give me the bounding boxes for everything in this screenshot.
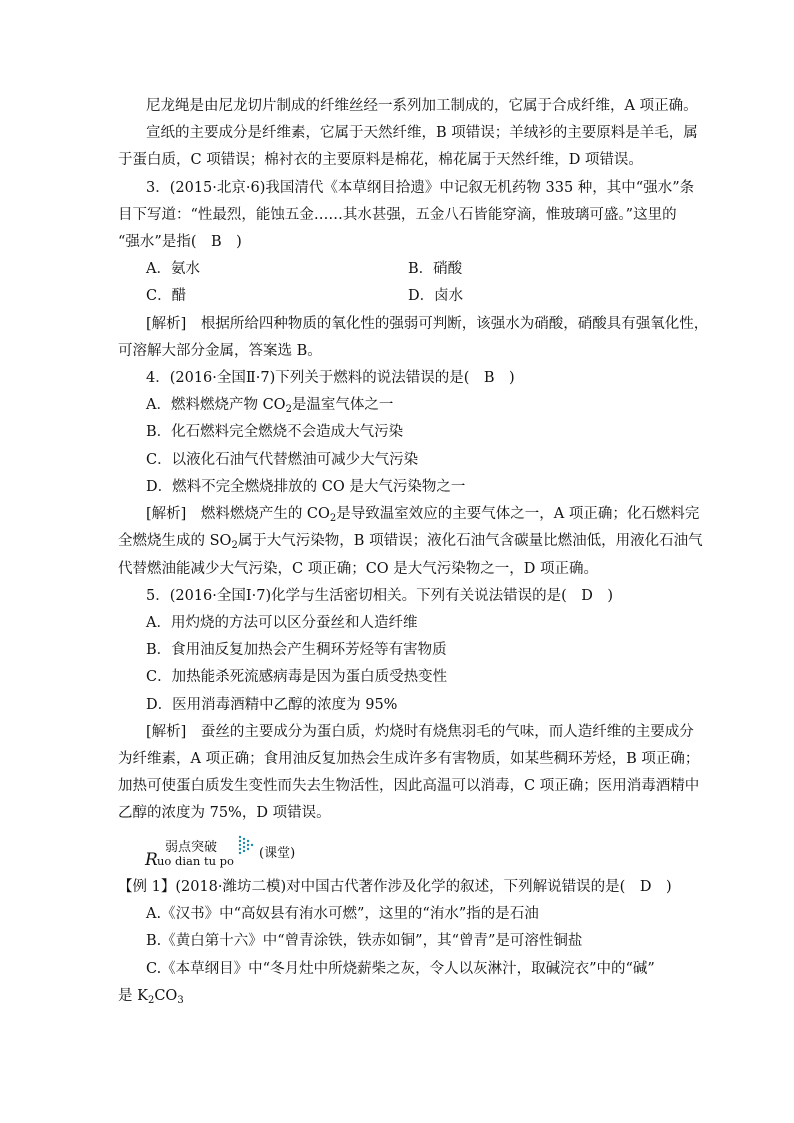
q4-explanation-line-1 — [146, 504, 699, 529]
q4-exp2-pre: 全燃烧生成的 SO — [118, 533, 232, 549]
q5-explanation-line-1: [解析] 蚕丝的主要成分为蛋白质，灼烧时有烧焦羽毛的气味，而人造纤维的主要成分 — [146, 724, 694, 740]
q4-exp1-pre: [解析] 燃料燃烧产生的 CO — [146, 506, 330, 522]
q3-explanation-line-2: 可溶解大部分金属，答案选 B。 — [118, 343, 322, 359]
q4-option-a-pre: A．燃料燃烧产物 CO — [146, 397, 286, 413]
q5-explanation-line-3: 加热可使蛋白质发生变性而失去生物活性，因此高温可以消毒，C 项正确；医用消毒酒精中 — [118, 778, 700, 794]
k2co3-sub-2: 3 — [177, 995, 184, 1006]
section-title: 弱点突破 — [165, 840, 218, 855]
intro-line-3: 于蛋白质，C 项错误；棉衬衣的主要原料是棉花，棉花属于天然纤维，D 项错误。 — [118, 152, 643, 168]
example1-option-a: A.《汉书》中“高奴县有洧水可燃”，这里的“洧水”指的是石油 — [146, 906, 539, 922]
example1-stem: 【例 1】(2018·潍坊二模)对中国古代著作涉及化学的叙述，下列解说错误的是( D ) — [118, 879, 672, 895]
intro-line-2: 宣纸的主要成分是纤维素，它属于天然纤维，B 项错误；羊绒衫的主要原料是羊毛，属 — [146, 125, 698, 141]
q4-exp2-subscript: 2 — [231, 540, 238, 551]
q3-explanation-line-1: [解析] 根据所给四种物质的氧化性的强弱可判断，该强水为硝酸，硝酸具有强氧化性， — [146, 316, 709, 332]
q4-explanation-line-2 — [118, 531, 703, 556]
q5-stem: 5．(2016·全国Ⅰ·7)化学与生活密切相关。下列有关说法错误的是( D ) — [146, 588, 614, 604]
section-pinyin: uo dian tu po — [157, 854, 234, 868]
k2co3-mid: CO — [154, 988, 178, 1004]
section-big-letter: R — [145, 850, 158, 870]
q4-option-a-post: 是温室气体之一 — [291, 397, 394, 413]
q4-stem: 4．(2016·全国Ⅱ·7)下列关于燃料的说法错误的是( B ) — [146, 370, 515, 386]
q5-option-c: C．加热能杀死流感病毒是因为蛋白质受热变性 — [146, 669, 448, 685]
q5-explanation-line-2: 为纤维素，A 项正确；食用油反复加热会生成许多有害物质，如某些稠环芳烃，B 项正确； — [118, 751, 700, 767]
k2co3-sub-1: 2 — [147, 995, 155, 1006]
example1-option-c: C.《本草纲目》中“冬月灶中所烧薪柴之灰，令人以灰淋汁，取碱浣衣”中的“碱” — [146, 961, 655, 977]
q4-exp1-subscript: 2 — [329, 513, 337, 524]
example1-option-b: B.《黄白第十六》中“曾青涂铁，铁赤如铜”，其“曾青”是可溶性铜盐 — [146, 933, 583, 949]
q3-stem-line-3: “强水”是指( B ) — [118, 234, 242, 250]
q4-explanation-line-3: 代替燃油能减少大气污染，C 项正确；CO 是大气污染物之一，D 项正确。 — [118, 561, 599, 577]
chevron-arrow-icon — [237, 834, 255, 856]
q3-option-c: C．醋 — [146, 288, 187, 304]
q3-stem-line-2: 目下写道：“性最烈，能蚀五金……其水甚强，五金八石皆能穿滴，惟玻璃可盛。”这里的 — [118, 207, 677, 223]
q4-option-c: C．以液化石油气代替燃油可减少大气污染 — [146, 452, 419, 468]
q5-option-d: D．医用消毒酒精中乙醇的浓度为 95% — [146, 697, 398, 713]
q3-option-b: B．硝酸 — [408, 261, 463, 277]
q4-option-b: B．化石燃料完全燃烧不会造成大气污染 — [146, 424, 404, 440]
q4-option-d: D．燃料不完全燃烧排放的 CO 是大气污染物之一 — [146, 479, 466, 495]
q3-option-a: A．氨水 — [146, 261, 200, 277]
q5-option-b: B．食用油反复加热会产生稠环芳烃等有害物质 — [146, 642, 447, 658]
section-badge: (课堂) — [259, 846, 296, 861]
q5-option-a: A．用灼烧的方法可以区分蚕丝和人造纤维 — [146, 615, 418, 631]
q3-stem-line-1: 3．(2015·北京·6)我国清代《本草纲目拾遗》中记叙无机药物 335 种，其中“强水”条 — [146, 180, 695, 196]
q4-option-a — [146, 395, 393, 420]
q3-option-d: D．卤水 — [408, 288, 464, 304]
q4-exp2-post: 属于大气污染物，B 项错误；液化石油气含碳量比燃油低，用液化石油气 — [237, 533, 703, 549]
q5-explanation-line-4: 乙醇的浓度为 75%，D 项错误。 — [118, 805, 331, 821]
q4-exp1-post: 是导致温室效应的主要气体之一，A 项正确；化石燃料完 — [336, 506, 700, 522]
intro-line-1: 尼龙绳是由尼龙切片制成的纤维丝经一系列加工制成的，它属于合成纤维，A 项正确。 — [146, 98, 698, 114]
k2co3-pre: 是 K — [118, 988, 148, 1004]
example1-option-c-continued — [118, 986, 184, 1011]
section-header — [145, 832, 325, 872]
q4-option-a-subscript: 2 — [285, 404, 292, 415]
